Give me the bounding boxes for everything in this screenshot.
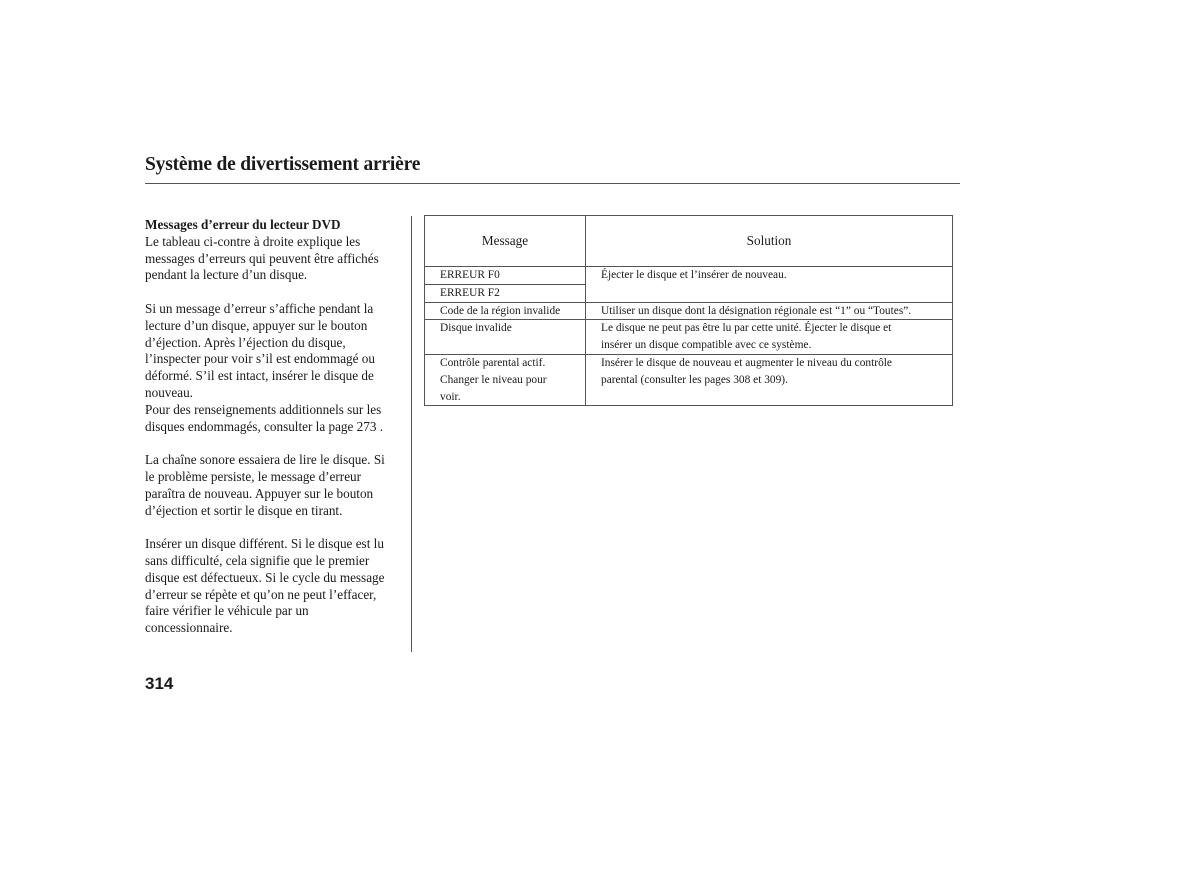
paragraph-line: La chaîne sonore essaiera de lire le disque. Si [145, 452, 385, 468]
paragraph-gap [145, 435, 407, 452]
solution-line: Insérer le disque de nouveau et augmenter le niveau du contrôle [601, 356, 892, 369]
paragraph-line: pendant la lecture d’un disque. [145, 267, 308, 283]
table-row [425, 354, 953, 405]
message-cell: ERREUR F0 [425, 267, 586, 285]
message-line: Changer le niveau pour [440, 373, 547, 386]
solution-cell [586, 354, 953, 405]
paragraph-line: faire vérifier le véhicule par un [145, 603, 309, 619]
paragraph-line: l’inspecter pour voir s’il est endommagé ou [145, 351, 375, 367]
paragraph-line: le problème persiste, le message d’erreur [145, 468, 362, 484]
table-row [425, 267, 953, 285]
paragraph-line: nouveau. [145, 384, 193, 400]
paragraph-gap [145, 519, 407, 536]
paragraph-line: d’erreur se répète et qu’on ne peut l’effacer, [145, 586, 377, 602]
table-header-row [425, 216, 953, 267]
left-column [145, 217, 407, 637]
paragraph-gap [145, 284, 407, 301]
message-line: Contrôle parental actif. [440, 356, 546, 369]
solution-cell: Utiliser un disque dont la désignation régionale est “1” ou “Toutes”. [586, 302, 953, 320]
paragraph-line: d’éjection et sortir le disque en tirant. [145, 502, 343, 518]
paragraph-line: Si un message d’erreur s’affiche pendant la [145, 300, 374, 316]
paragraph-line: disque est défectueux. Si le cycle du message [145, 569, 385, 585]
message-line: voir. [440, 390, 461, 403]
header-solution: Solution [586, 216, 953, 267]
section-heading: Messages d’erreur du lecteur DVD [145, 217, 341, 232]
page-number: 314 [145, 674, 174, 693]
message-cell: ERREUR F2 [425, 284, 586, 302]
paragraph-line: sans difficulté, cela signifie que le premier [145, 552, 370, 568]
paragraph-line: paraîtra de nouveau. Appuyer sur le bouton [145, 485, 374, 501]
paragraph-line: concessionnaire. [145, 620, 233, 636]
header-message: Message [425, 216, 586, 267]
page-title: Système de divertissement arrière [145, 154, 421, 175]
paragraph-line: disques endommagés, consulter la page 273 . [145, 418, 384, 434]
solution-line: parental (consulter les pages 308 et 309). [601, 373, 788, 386]
column-divider [411, 216, 412, 652]
error-messages-table [424, 215, 953, 406]
message-cell: Disque invalide [425, 320, 586, 355]
paragraph-line: Pour des renseignements additionnels sur les [145, 401, 382, 417]
paragraph-line: d’éjection. Après l’éjection du disque, [145, 334, 346, 350]
message-cell [425, 354, 586, 405]
table-row [425, 320, 953, 355]
paragraph-line: Insérer un disque différent. Si le disque est lu [145, 536, 384, 552]
paragraph-line: déformé. S’il est intact, insérer le disque de [145, 368, 374, 384]
paragraph-line: lecture d’un disque, appuyer sur le bouton [145, 317, 368, 333]
paragraph-line: messages d’erreurs qui peuvent être affichés [145, 250, 379, 266]
title-rule [145, 183, 960, 184]
solution-cell: Éjecter le disque et l’insérer de nouveau. [586, 267, 953, 303]
paragraph-line: Le tableau ci-contre à droite explique les [145, 233, 361, 249]
solution-line: Le disque ne peut pas être lu par cette unité. Éjecter le disque et [601, 322, 892, 335]
message-cell: Code de la région invalide [425, 302, 586, 320]
solution-cell [586, 320, 953, 355]
table-row [425, 302, 953, 320]
solution-line: insérer un disque compatible avec ce système. [601, 339, 812, 352]
